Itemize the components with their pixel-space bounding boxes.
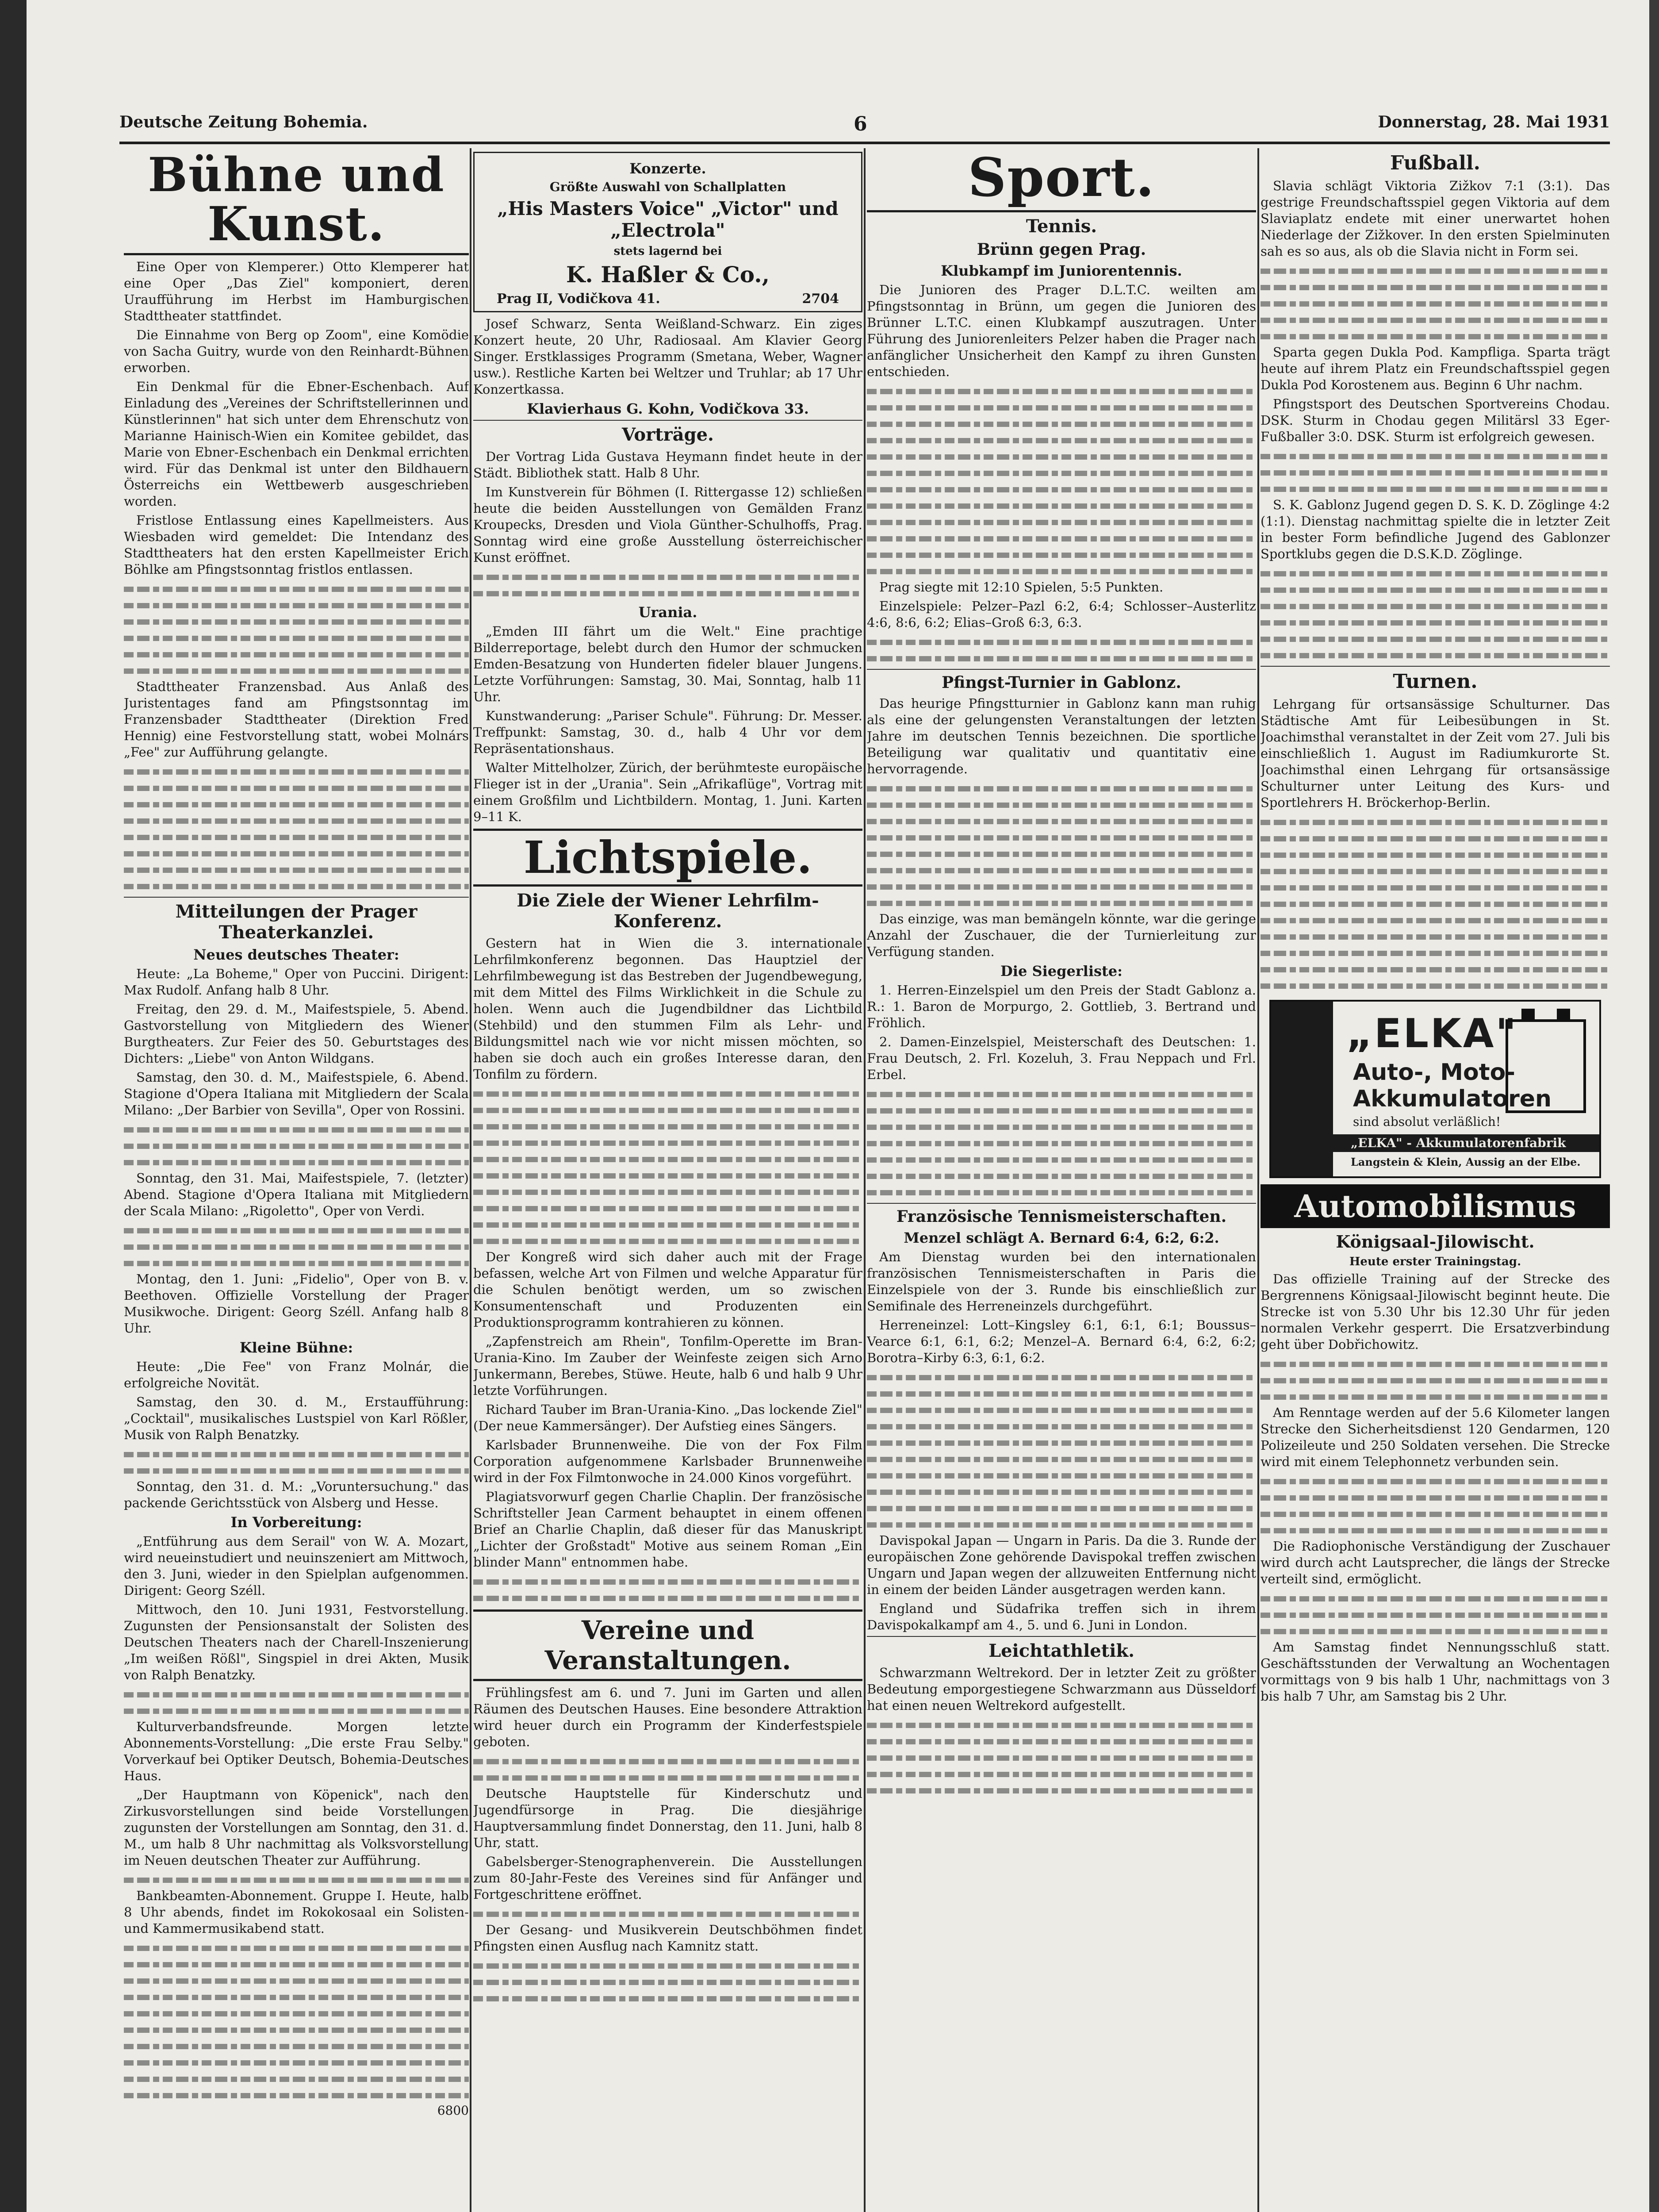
text-lines (124, 1462, 469, 1479)
text-lines (124, 1222, 469, 1238)
heading-training: Heute erster Trainingstag. (1349, 1255, 1521, 1268)
listing-freitag: Freitag, den 29. d. M., Maifestspiele, 5. Abend. Gastvorstellung von Mitgliedern des Wiener Burgtheaters. Zur Feier des 50. Geburtstages des Dichters: „Liebe" von Anton Wildgans. (124, 1001, 469, 1066)
rule (473, 884, 862, 887)
article-gesangverein: Der Gesang- und Musikverein Deutschböhmen findet Pfingsten einen Ausflug nach Kamnitz statt. (473, 1922, 862, 1954)
text-lines (1261, 1522, 1610, 1538)
text-lines (124, 1154, 469, 1170)
text-lines (124, 2070, 469, 2087)
newspaper-name: Deutsche Zeitung Bohemia. (119, 113, 368, 131)
article-lehrfilm-1: Gestern hat in Wien die 3. internationale Lehrfilmkonferenz begonnen. Das Hauptziel der Lehrfilmbewegung ist das Bestreben der Jugendbewegung, mit dem Mittel des Films Wirklichkeit in die Schule zu holen. Wenn auch die Jugendbildner das Lichtbild (Stehbild) und den stummen Film als Lehr- und Bildungsmittel nach wie vor nicht missen möchten, so haben sie doch auch ein großes Interesse daran, den Tonfilm zu fördern. (473, 936, 862, 1082)
text-lines (1261, 448, 1610, 464)
article-fruehlingsfest: Frühlingsfest am 6. und 7. Juni im Garten und allen Räumen des Deutschen Hauses. Eine besondere Attraktion wird heuer durch ein Programm der Kinderfestspiele geboten. (473, 1685, 862, 1749)
text-lines (1261, 614, 1610, 630)
text-lines (1261, 1505, 1610, 1522)
text-lines (867, 1717, 1256, 1733)
text-lines (1261, 945, 1610, 961)
rule (1261, 666, 1610, 667)
text-lines (867, 862, 1256, 878)
text-lines (473, 1957, 862, 1974)
text-lines (867, 878, 1256, 895)
article-chodau: Pfingstsport des Deutschen Sportvereins Chodau. DSK. Sturm in Chodau gegen Militärsl 33 Eger-Fußballer 3:0. DSK. Sturm ist erfolgreich gewesen. (1261, 396, 1610, 444)
article-gabelsberger: Gabelsberger-Stenographenverein. Die Ausstellungen zum 80-Jahr-Feste des Vereines sind für Anfänger und Fortgeschrittene eröffnet. (473, 1854, 862, 1902)
text-lines (867, 399, 1256, 415)
heading-franzoesische-meisterschaften: Französische Tennismeisterschaften. (896, 1207, 1227, 1226)
text-lines (473, 1769, 862, 1786)
article-frz-2: Herreneinzel: Lott–Kingsley 6:1, 6:1, 6:1; Boussus–Vearce 6:1, 6:1, 6:2; Menzel–A. Bernard 6:4, 6:2, 6:2; Borotra–Kirby 6:3, 6:1, 6:2. (867, 1317, 1256, 1365)
elka-advertisement (1269, 1000, 1601, 1178)
text-lines (867, 563, 1256, 579)
listing-entfuehrung: „Entführung aus dem Serail" von W. A. Mozart, wird neueinstudiert und neuinszeniert am Mittwoch, den 3. Juni, wieder in den Spielplan aufgenommen. Dirigent: Georg Széll. (124, 1533, 469, 1598)
heading-tennis: Tennis. (1026, 216, 1097, 237)
text-lines (473, 1200, 862, 1216)
text-lines (1261, 295, 1610, 311)
listing-samstag: Samstag, den 30. d. M., Maifestspiele, 6. Abend. Stagione d'Opera Italiana mit Mitgliedern der Scala Milano: „Der Barbier von Sevilla", Oper von Rossini. (124, 1069, 469, 1118)
konzerte-box (473, 152, 862, 312)
text-lines (473, 1216, 862, 1233)
text-lines (867, 895, 1256, 911)
text-lines (867, 1369, 1256, 1385)
heading-vortraege: Vorträge. (622, 424, 714, 445)
article-training: Das offizielle Training auf der Strecke des Bergrennens Königsaal-Jilowischt beginnt heute. Die Strecke ist von 5.30 Uhr bis 12.30 Uhr für jeden normalen Verkehr gesperrt. Die Ersatzverbindung geht über Dobřichowitz. (1261, 1271, 1610, 1352)
text-lines (1261, 565, 1610, 581)
text-lines (1261, 1372, 1610, 1388)
text-lines (1261, 846, 1610, 863)
text-lines (473, 585, 862, 601)
article-brunnenweihe: Karlsbader Brunnenweihe. Die von der Fox Film Corporation aufgenommene Karlsbader Brunnenweihe wird in der Fox Filmtonwoche in 24.000 Kinos vorgeführt. (473, 1437, 862, 1485)
text-lines (867, 546, 1256, 563)
article-brunn-1: Die Junioren des Prager D.L.T.C. weilten am Pfingstsonntag in Brünn, um gegen die Junioren des Brünner L.T.C. einen Klubkampf auszutragen. Unter Führung des Juniorenleiters Pelzer haben die Prager nach anfänglicher Unsicherheit den Kampf zu ihren Gunsten entschieden. (867, 282, 1256, 379)
text-lines (473, 1134, 862, 1151)
text-lines (1261, 328, 1610, 344)
article-emden: „Emden III fährt um die Welt." Eine prachtige Bilderreportage, belebt durch den Humor der schmucken Emden-Besatzung von Hunderten fideler blauer Jungens. Letzte Vorführungen: Samstag, 30. Mai, Sonntag, halb 11 Uhr. (473, 624, 862, 704)
konzerte-number: 2704 (802, 291, 839, 307)
text-lines (1261, 262, 1610, 279)
text-lines (1261, 961, 1610, 977)
konzerte-address-row (479, 291, 857, 307)
text-lines (124, 829, 469, 845)
heading-fussball: Fußball. (1390, 152, 1480, 174)
text-lines (867, 1118, 1256, 1135)
text-lines (867, 780, 1256, 796)
konzerte-firm-name: K. Haßler & Co., (566, 261, 770, 288)
section-title-lichtspiele: Lichtspiele. (523, 831, 812, 883)
text-lines (473, 1102, 862, 1118)
text-lines (867, 481, 1256, 497)
text-lines (1261, 977, 1610, 994)
text-lines (1261, 598, 1610, 614)
text-lines (473, 1085, 862, 1102)
listing-festvorstellung: Mittwoch, den 10. Juni 1931, Festvorstellung. Zugunsten der Pensionsanstalt der Solisten des Deutschen Theaters nach der Charell-Inszenierung „Im weißen Rößl", Singspiel in drei Akten, Musik von Ralph Benatzky. (124, 1601, 469, 1682)
battery-icon (1506, 1019, 1586, 1113)
section-title-vereine: Vereine und Veranstaltungen. (544, 1615, 791, 1675)
article-franzensbad: Stadttheater Franzensbad. Aus Anlaß des Juristentages fand am Pfingstsonntag im Franzensbader Stadttheater (Direktion Fred Hennig) eine Festvorstellung statt, wobei Molnárs „Fee" zur Aufführung gelangte. (124, 679, 469, 760)
article-sparta: Sparta gegen Dukla Pod. Kampfliga. Sparta trägt heute auf ihrem Platz ein Freundschaftsspiel gegen Dukla Pod Korostenem aus. Beginn 6 Uhr nachm. (1261, 345, 1610, 392)
article-guitry: Die Einnahme von Berg op Zoom", eine Komödie von Sacha Guitry, wurde von den Reinhardt-Bühnen erworben. (124, 327, 469, 375)
konzerte-sub: Größte Auswahl von Schallplatten (549, 180, 786, 194)
text-lines (867, 383, 1256, 399)
text-lines (124, 780, 469, 796)
text-lines (124, 845, 469, 861)
text-lines (124, 2054, 469, 2070)
text-lines (473, 568, 862, 585)
text-lines (124, 812, 469, 829)
text-lines (124, 878, 469, 894)
text-lines (124, 646, 469, 662)
heading-pfingst-turnier: Pfingst-Turnier in Gablonz. (942, 673, 1181, 692)
rule (867, 1203, 1256, 1204)
text-lines (473, 1974, 862, 1990)
text-lines (124, 1686, 469, 1702)
article-kapellmeister: Fristlose Entlassung eines Kapellmeisters. Aus Wiesbaden wird gemeldet: Die Intendanz des Stadttheaters hat den ersten Kapellmeister Erich Böhlke am Pfingstsonntag fristlos entlassen. (124, 512, 469, 577)
page-header (119, 113, 1610, 139)
column-buehne-und-kunst (124, 148, 469, 2212)
text-lines (867, 1451, 1256, 1467)
konzerte-address: Prag II, Vodičkova 41. (497, 291, 660, 307)
rule (473, 420, 862, 421)
text-lines (867, 1418, 1256, 1434)
article-davispokal: Davispokal Japan — Ungarn in Paris. Da die 3. Runde der europäischen Zone gehörende Davispokal treffen zwischen Ungarn und Japan wegen der allzuweiten Entfernung nicht in einem der beiden Länder ausgetragen werden kann. (867, 1533, 1256, 1597)
text-lines (124, 1255, 469, 1271)
article-schwarz-konzert: Josef Schwarz, Senta Weißland-Schwarz. Ein ziges Konzert heute, 20 Uhr, Radiosaal. Am Klavier Georg Singer. Erstklassiges Programm (Smetana, Weber, Wagner usw.). Restliche Karten bei Weltzer und Truhlar; ab 17 Uhr Konzertkassa. (473, 316, 862, 397)
text-lines (124, 2021, 469, 2038)
section-title-buehne: Bühne und Kunst. (148, 148, 445, 252)
text-lines (1261, 863, 1610, 879)
text-lines (1261, 814, 1610, 830)
text-lines (867, 1135, 1256, 1151)
heading-kleine-buehne: Kleine Bühne: (239, 1339, 353, 1356)
text-lines (473, 1990, 862, 2006)
heading-turnen: Turnen. (1393, 670, 1478, 693)
text-lines (867, 1500, 1256, 1516)
text-lines (867, 530, 1256, 546)
article-brunn-results: Einzelspiele: Pelzer–Pazl 6:2, 6:4; Schlosser–Austerlitz 4:6, 8:6, 6:2; Elias–Groß 6:3, 6:3. (867, 599, 1256, 630)
text-lines (1261, 630, 1610, 647)
text-lines (1261, 311, 1610, 328)
text-lines (1261, 830, 1610, 846)
section-title-sport: Sport. (968, 148, 1155, 209)
text-lines (473, 1118, 862, 1134)
text-lines (124, 2038, 469, 2054)
text-lines (867, 845, 1256, 862)
text-lines (867, 514, 1256, 530)
text-lines (124, 1989, 469, 2005)
text-lines (124, 1238, 469, 1255)
article-england-suedafrika: England und Südafrika treffen sich in ihrem Davispokalkampf am 4., 5. und 6. Juni in London. (867, 1601, 1256, 1632)
text-lines (1261, 647, 1610, 663)
text-lines (1261, 1473, 1610, 1489)
text-lines (1261, 1356, 1610, 1372)
text-lines (867, 1086, 1256, 1102)
article-pfingst-2: Das einzige, was man bemängeln könnte, war die geringe Anzahl der Zuschauer, die der Turnierleitung zur Verfügung standen. (867, 911, 1256, 959)
text-lines (124, 1956, 469, 1972)
column-divider (470, 148, 471, 2212)
result-damen-einzel: 2. Damen-Einzelspiel, Meisterschaft des Deutschen: 1. Frau Deutsch, 2. Frl. Kozeluh, 3. Frau Neppach und Frl. Erbel. (867, 1034, 1256, 1082)
text-lines (124, 1702, 469, 1719)
article-radiophonie: Die Radiophonische Verständigung der Zuschauer wird durch acht Lautsprecher, die längs der Strecke verteilt sind, ermöglicht. (1261, 1539, 1610, 1586)
scan-border-left (0, 0, 27, 2212)
text-lines (867, 448, 1256, 465)
text-lines (867, 1151, 1256, 1167)
text-lines (473, 1183, 862, 1200)
result-herren-einzel: 1. Herren-Einzelspiel um den Preis der Stadt Gablonz a. R.: 1. Baron de Morpurgo, 2. Gottlieb, 3. Bertrand und Fröhlich. (867, 983, 1256, 1030)
text-lines (124, 2087, 469, 2103)
text-lines (1261, 1388, 1610, 1405)
article-frz-1: Am Dienstag wurden bei den internationalen französischen Tennismeisterschaften in Paris die Einzelspiele von der 3. Runde bis einschließlich zur Semifinale des Herreneinzels durchgeführt. (867, 1249, 1256, 1313)
konzerte-firm-label: stets lagernd bei (613, 245, 722, 258)
text-lines (124, 1871, 469, 1888)
heading-neues-theater: Neues deutsches Theater: (193, 946, 399, 963)
article-pfingst-1: Das heurige Pfingstturnier in Gablonz kann man ruhig als eine der gelungensten Veranstaltungen der letzten Jahre im deutschen Tennis bezeichnen. Die sportliche Beteiligung war qualitativ und quantitativ eine hervorragende. (867, 696, 1256, 776)
column-fussball-auto (1261, 148, 1610, 2212)
text-lines (1261, 279, 1610, 295)
text-lines (473, 1233, 862, 1249)
text-lines (867, 1167, 1256, 1184)
text-lines (124, 1137, 469, 1154)
heading-vorbereitung: In Vorbereitung: (230, 1513, 362, 1531)
text-lines (124, 613, 469, 630)
column-sport (867, 148, 1256, 2212)
text-lines (473, 1753, 862, 1769)
text-lines (867, 1766, 1256, 1782)
text-lines (867, 1184, 1256, 1200)
text-lines (473, 1151, 862, 1167)
article-slavia: Slavia schlägt Viktoria Zižkov 7:1 (3:1). Das gestrige Freundschaftsspiel gegen Viktoria auf dem Slaviaplatz endete mit einer unerwartet hohen Niederlage der Zižkover. In den ersten Spielminuten sah es so aus, als ob die Slavia nicht in Form sei. (1261, 178, 1610, 259)
article-geschaeftsstunden: Am Samstag findet Nennungsschluß statt. Geschäftsstunden der Verwaltung an Wochentagen vormittags von 9 bis halb 1 Uhr, nachmittags von 3 bis halb 7 Uhr, am Samstag bis 2 Uhr. (1261, 1640, 1610, 1704)
text-lines (124, 796, 469, 812)
rule (124, 253, 469, 255)
text-lines (124, 580, 469, 597)
text-lines (124, 597, 469, 613)
text-lines (867, 432, 1256, 448)
text-lines (867, 497, 1256, 514)
ad-line-3: sind absolut verläßlich! (1353, 1114, 1501, 1129)
heading-brunn-prag: Brünn gegen Prag. (977, 240, 1146, 259)
article-chaplin: Plagiatsvorwurf gegen Charlie Chaplin. Der französische Schriftsteller Jean Carment behauptet in einem offenen Brief an Charlie Chaplin, daß dieser für das Manuskript „Lichter der Großstadt" Motive aus seinem Roman „Ein blinder Mann" entnommen habe. (473, 1489, 862, 1570)
rule (867, 210, 1256, 212)
listing-kleine-sonntag: Sonntag, den 31. d. M.: „Voruntersuchung." das packende Gerichtsstück von Alsberg und Hesse. (124, 1479, 469, 1510)
text-lines (867, 650, 1256, 666)
heading-klubkampf: Klubkampf im Juniorentennis. (941, 262, 1182, 279)
text-lines (473, 1573, 862, 1590)
article-kunstverein: Im Kunstverein für Böhmen (I. Rittergasse 12) schließen heute die beiden Ausstellungen von Gemälden Franz Kroupecks, Dresden und Viola Günther-Schulhoffs, Prag. Sonntag wird eine große Ausstellung österreichischer Kunst eröffnet. (473, 484, 862, 565)
text-lines (1261, 879, 1610, 895)
text-lines (867, 1385, 1256, 1402)
text-lines (867, 1733, 1256, 1749)
article-zapfenstreich: „Zapfenstreich am Rhein", Tonfilm-Operette im Bran-Urania-Kino. Im Zauber der Weinfeste zeigen sich Arno Junkermann, Berebes, Stüwe. Heute, halb 6 und halb 9 Uhr letzte Vorführungen. (473, 1334, 862, 1398)
text-lines (867, 634, 1256, 650)
heading-urania: Urania. (638, 604, 697, 621)
text-lines (867, 1102, 1256, 1118)
rule (867, 669, 1256, 670)
heading-mitteilungen: Mitteilungen der Prager Theaterkanzlei. (175, 901, 418, 943)
listing-heute: Heute: „La Boheme," Oper von Puccini. Dirigent: Max Rudolf. Anfang halb 8 Uhr. (124, 966, 469, 998)
heading-menzel: Menzel schlägt A. Bernard 6:4, 6:2, 6:2. (904, 1229, 1219, 1246)
text-lines (867, 1467, 1256, 1483)
text-lines (867, 1749, 1256, 1766)
rule (867, 1636, 1256, 1637)
article-brunn-score: Prag siegte mit 12:10 Spielen, 5:5 Punkten. (879, 580, 1164, 595)
heading-siegerliste: Die Siegerliste: (1000, 963, 1123, 979)
text-lines (124, 1939, 469, 1956)
text-lines (473, 1905, 862, 1922)
section-title-automobilismus: Automobilismus (1261, 1184, 1610, 1228)
rule (473, 829, 862, 831)
rule (473, 1609, 862, 1612)
heading-lehrfilm: Die Ziele der Wiener Lehrfilm-Konferenz. (517, 890, 819, 932)
text-lines (473, 1590, 862, 1606)
article-heymann: Der Vortrag Lida Gustava Heymann findet heute in der Städt. Bibliothek statt. Halb 8 Uhr. (473, 449, 862, 480)
text-lines (867, 1516, 1256, 1532)
text-lines (473, 1167, 862, 1183)
article-kinderschutz: Deutsche Hauptstelle für Kinderschutz und Jugendfürsorge in Prag. Die diesjährige Hauptversammlung findet Donnerstag, den 11. Juni, halb 8 Uhr, statt. (473, 1786, 862, 1850)
column-divider (864, 148, 866, 2212)
listing-montag: Montag, den 1. Juni: „Fidelio", Oper von B. v. Beethoven. Offizielle Vorstellung der Prager Musikwoche. Dirigent: Georg Széll. Anfang halb 8 Uhr. (124, 1271, 469, 1336)
article-tauber: Richard Tauber im Bran-Urania-Kino. „Das lockende Ziel" (Der neue Kammersänger). Der Aufstieg eines Sängers. (473, 1402, 862, 1433)
text-lines (124, 662, 469, 679)
page-number: 6 (854, 113, 867, 135)
rule (473, 1679, 862, 1681)
ad-number: 6800 (437, 2103, 469, 2118)
text-lines (867, 1483, 1256, 1500)
ad-line-1: Auto-, Moto- (1353, 1059, 1515, 1086)
text-lines (124, 1121, 469, 1137)
listing-sonntag: Sonntag, den 31. Mai, Maifestspiele, 7. (letzter) Abend. Stagione d'Opera Italiana mit Mitgliedern der Scala Milano: „Rigoletto", Oper von Verdi. (124, 1170, 469, 1218)
listing-kulturverband: Kulturverbandsfreunde. Morgen letzte Abonnements-Vorstellung: „Die erste Frau Selby." Vorverkauf bei Optiker Deutsch, Bohemia-Deutsches Haus. (124, 1719, 469, 1783)
text-lines (867, 1434, 1256, 1451)
header-rule (119, 142, 1610, 144)
rule (124, 897, 469, 898)
text-lines (1261, 928, 1610, 945)
issue-date: Donnerstag, 28. Mai 1931 (1378, 113, 1610, 131)
article-mittelholzer: Walter Mittelholzer, Zürich, der berühmteste europäische Flieger ist in der „Urania". Sein „Afrikaflüge", Vortrag mit einem Großfilm und Lichtbildern. Montag, 1. Juni. Karten 9–11 K. (473, 760, 862, 824)
article-renntage: Am Renntage werden auf der 5.6 Kilometer langen Strecke den Sicherheitsdienst 120 Gendarmen, 120 Polizeileute und 250 Soldaten versehen. Die Strecke wird mit einem Telephonnetz verbunden sein. (1261, 1405, 1610, 1469)
scan-border-right (1649, 0, 1659, 2212)
text-lines (867, 415, 1256, 432)
column-konzerte-lichtspiele (473, 148, 862, 2212)
article-lehrfilm-2: Der Kongreß wird sich daher auch mit der Frage befassen, welche Art von Filmen und welche Apparatur für die Schulen benötigt werden, um so zwischen Konsumentenschaft und Produzenten ein Produktionsprogramm kontrahieren zu können. (473, 1249, 862, 1330)
article-kunstwanderung: Kunstwanderung: „Pariser Schule". Führung: Dr. Messer. Treffpunkt: Samstag, 30. d., halb 4 Uhr vor dem Repräsentationshaus. (473, 708, 862, 756)
listing-kleine-samstag: Samstag, den 30. d. M., Erstaufführung: „Cocktail", musikalisches Lustspiel von Karl Rößler, Musik von Ralph Benatzky. (124, 1394, 469, 1442)
text-lines (1261, 1489, 1610, 1505)
text-lines (124, 1446, 469, 1462)
listing-koepenick: „Der Hauptmann von Köpenick", nach den Zirkusvorstellungen sind beide Vorstellungen zugunsten der Vorstellungen am Sonntag, den 31. d. M., um halb 8 Uhr nachmittag als Volksvorstellung im Neuen deutschen Theater zur Aufführung. (124, 1787, 469, 1868)
text-lines (1261, 1606, 1610, 1623)
column-divider (1257, 148, 1259, 2212)
ad-brand: „ELKA" (1346, 1010, 1518, 1057)
ad-address: Langstein & Klein, Aussig an der Elbe. (1351, 1156, 1581, 1168)
listing-kleine-heute: Heute: „Die Fee" von Franz Molnár, die erfolgreiche Novität. (124, 1359, 469, 1390)
article-leichtathletik: Schwarzmann Weltrekord. Der in letzter Zeit zu größter Bedeutung emporgestiegene Schwarzmann aus Düsseldorf hat einen neuen Weltrekord aufgestellt. (867, 1665, 1256, 1713)
article-klemperer: Eine Oper von Klemperer.) Otto Klemperer hat eine Oper „Das Ziel" komponiert, deren Uraufführung im Herbst im Hamburgischen Stadttheater stattfindet. (124, 259, 469, 323)
text-lines (867, 1782, 1256, 1798)
heading-konzerte: Konzerte. (629, 160, 706, 177)
ad-company: „ELKA" - Akkumulatorenfabrik (1271, 1134, 1599, 1152)
text-lines (124, 763, 469, 780)
article-gablonz-jugend: S. K. Gablonz Jugend gegen D. S. K. D. Zöglinge 4:2 (1:1). Dienstag nachmittag spielte die in letzter Zeit in bester Form befindliche Jugend des Gablonzer Sportklubs gegen die D.S.K.D. Zöglinge. (1261, 497, 1610, 561)
heading-leichtathletik: Leichtathletik. (988, 1640, 1135, 1661)
text-lines (124, 861, 469, 878)
text-lines (124, 1972, 469, 1989)
article-schulturner: Lehrgang für ortsansässige Schulturner. Das Städtische Amt für Leibesübungen in St. Joachimsthal veranstaltet in der Zeit vom 27. Juli bis einschließlich 1. August im Radiumkurorte St. Joachimsthal einen Lehrgang für ortsansässige Schulturner unter Leitung des Kurs- und Sportlehrers H. Bröckerhop-Berlin. (1261, 697, 1610, 810)
text-lines (867, 1402, 1256, 1418)
text-lines (867, 813, 1256, 829)
text-lines (1261, 895, 1610, 912)
heading-koenigsaal: Königsaal-Jilowischt. (1336, 1232, 1535, 1252)
text-lines (867, 465, 1256, 481)
konzerte-brand: „His Masters Voice" „Victor" und „Electrola" (497, 198, 839, 241)
text-lines (1261, 1623, 1610, 1639)
article-ebner-eschenbach: Ein Denkmal für die Ebner-Eschenbach. Auf Einladung des „Vereines der Schriftstellerinnen und Künstlerinnen" hat sich unter dem Ehrenschutz von Marianne Hainisch-Wien ein Komitee gebildet, das Marie von Ebner-Eschenbach ein Denkmal errichten wird. Für das Denkmal ist unter den Bildhauern Österreichs ein Wettbewerb ausgeschrieben worden. (124, 379, 469, 509)
klavierhaus-line: Klavierhaus G. Kohn, Vodičkova 33. (527, 400, 809, 417)
text-lines (124, 2005, 469, 2021)
listing-bankbeamten: Bankbeamten-Abonnement. Gruppe I. Heute, halb 8 Uhr abends, findet im Rokokosaal ein Solisten- und Kammermusikabend statt. (124, 1888, 469, 1936)
text-lines (1261, 581, 1610, 598)
text-lines (1261, 480, 1610, 497)
text-lines (867, 796, 1256, 813)
text-lines (1261, 912, 1610, 928)
text-lines (1261, 1590, 1610, 1606)
ad-line-2: Akkumulatoren (1353, 1086, 1552, 1112)
text-lines (124, 630, 469, 646)
text-lines (867, 829, 1256, 845)
text-lines (1261, 464, 1610, 480)
